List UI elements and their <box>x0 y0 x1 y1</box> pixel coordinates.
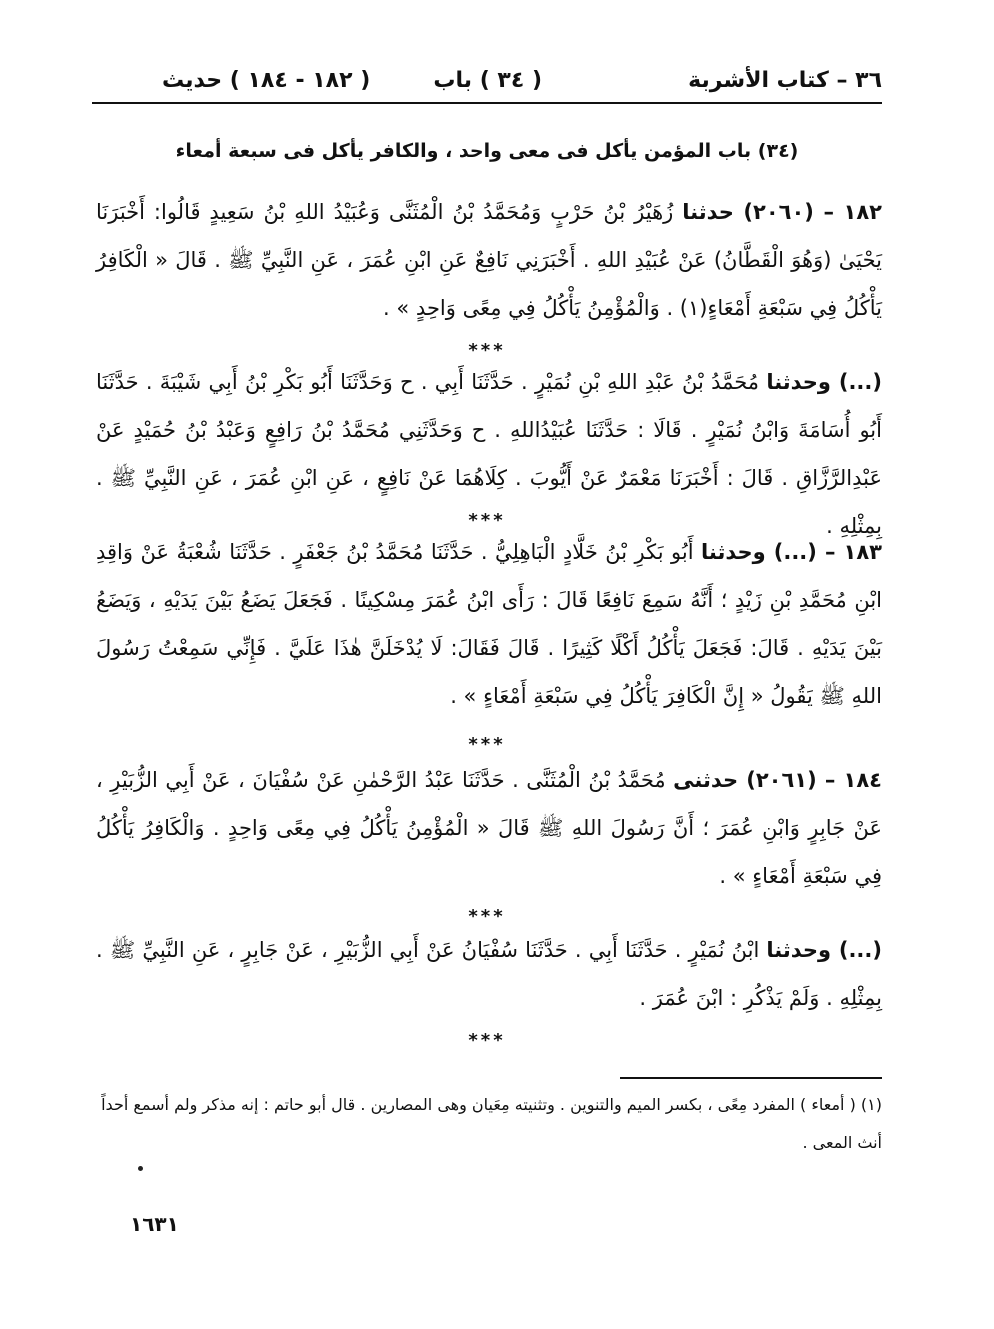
hadith-182-text: زُهَيْرُ بْنُ حَرْبٍ وَمُحَمَّدُ بْنُ الْمُثَنَّى وَعُبَيْدُ اللهِ بْنُ سَعِيدٍ قَالُوا: أَخْبَرَنَا يَحْيَىٰ (وَهُوَ الْقَطَّانُ) عَنْ عُبَيْدِ اللهِ . أَخْبَرَنِي نَافِعٌ عَنِ ابْنِ عُمَرَ ، عَنِ النَّبِيِّ ﷺ . قَالَ « الْكَافِرُ يَأْكُلُ فِي سَبْعَةِ أَمْعَاءٍ(١) . وَالْمُؤْمِنُ يَأْكُلُ فِي مِعًى وَاحِدٍ » . <box>96 200 882 320</box>
chapter-title: (٣٤) باب المؤمن يأكل فى معى واحد ، والكافر يأكل فى سبعة أمعاء <box>175 140 799 162</box>
hadith-182 <box>96 188 882 332</box>
hadith-184-chain-lead: (...) وحدثنا <box>766 938 882 962</box>
footnote: (١) ( أمعاء ) المفرد مِعًى ، بكسر الميم والتنوين . وتثنيته مِعَيان وهى المصارين . قال أبو حاتم : إنه مذكر ولم أسمع أحداً أنث المعى . <box>101 1095 882 1152</box>
hadith-183 <box>96 528 882 720</box>
header-chapter-number: ( ٣٤ ) باب <box>433 68 542 93</box>
hadith-183-text: أَبُو بَكْرِ بْنُ خَلَّادٍ الْبَاهِلِيُّ . حَدَّثَنَا مُحَمَّدُ بْنُ جَعْفَرٍ . حَدَّثَنَا شُعْبَةُ عَنْ وَاقِدِ ابْنِ مُحَمَّدِ بْنِ زَيْدٍ ؛ أَنَّهُ سَمِعَ نَافِعًا قَالَ : رَأَى ابْنُ عُمَرَ مِسْكِينًا . فَجَعَلَ يَضَعُ بَيْنَ يَدَيْهِ ، وَيَضَعُ بَيْنَ يَدَيْهِ . قَالَ: فَجَعَلَ يَأْكُلُ أَكْلًا كَثِيرًا . قَالَ فَقَالَ: لَا يُدْخَلَنَّ هٰذَا عَلَيَّ . فَإِنِّي سَمِعْتُ رَسُولَ اللهِ ﷺ يَقُولُ « إِنَّ الْكَافِرَ يَأْكُلُ فِي سَبْعَةِ أَمْعَاءٍ » . <box>96 540 882 708</box>
hadith-182-chain-text: مُحَمَّدُ بْنُ عَبْدِ اللهِ بْنِ نُمَيْرٍ . حَدَّثَنَا أَبِي . ح وَحَدَّثَنَا أَبُو بَكْرِ بْنُ أَبِي شَيْبَةَ . حَدَّثَنَا أَبُو أُسَامَةَ وَابْنُ نُمَيْرٍ . قَالَا : حَدَّثَنَا عُبَيْدُاللهِ . ح وَحَدَّثَنِي مُحَمَّدُ بْنُ رَافِعٍ وَعَبْدُ بْنُ حُمَيْدٍ عَنْ عَبْدِالرَّزَّاقِ . قَالَ : أَخْبَرَنَا مَعْمَرٌ عَنْ أَيُّوبَ . كِلَاهُمَا عَنْ نَافِعٍ ، عَنِ ابْنِ عُمَرَ ، عَنِ النَّبِيِّ ﷺ . بِمِثْلِهِ . <box>96 370 882 538</box>
header-hadith-range: ( ١٨٢ - ١٨٤ ) حديث <box>162 68 371 93</box>
hadith-184 <box>96 756 882 900</box>
print-dot <box>138 1166 143 1171</box>
header-book-title: ٣٦ – كتاب الأشربة <box>688 68 882 93</box>
hadith-184-lead: ١٨٤ – (٢٠٦١) حدثنى <box>673 768 882 792</box>
hadith-184-chain-text: ابْنُ نُمَيْرٍ . حَدَّثَنَا أَبِي . حَدَّثَنَا سُفْيَانُ عَنْ أَبِي الزُّبَيْرِ ، عَنْ جَابِرٍ ، عَنِ النَّبِيِّ ﷺ . بِمِثْلِهِ . وَلَمْ يَذْكُرِ : ابْنَ عُمَرَ . <box>96 938 882 1010</box>
hadith-182-chain-lead: (...) وحدثنا <box>766 370 882 394</box>
separator-stars: *** <box>468 1030 506 1051</box>
running-header <box>92 64 882 100</box>
hadith-184-chain <box>96 926 882 1022</box>
separator-stars: *** <box>468 734 506 755</box>
separator-stars: *** <box>468 340 506 361</box>
hadith-183-lead: ١٨٣ – (...) وحدثنا <box>701 540 882 564</box>
header-divider <box>92 102 882 104</box>
hadith-182-lead: ١٨٢ – (٢٠٦٠) حدثنا <box>682 200 882 224</box>
page-number: ١٦٣١ <box>130 1212 179 1236</box>
separator-stars: *** <box>468 510 506 531</box>
separator-stars: *** <box>468 906 506 927</box>
footnote-divider <box>620 1077 882 1079</box>
hadith-184-text: مُحَمَّدُ بْنُ الْمُثَنَّى . حَدَّثَنَا عَبْدُ الرَّحْمٰنِ عَنْ سُفْيَانَ ، عَنْ أَبِي الزُّبَيْرِ ، عَنْ جَابِرٍ وَابْنِ عُمَرَ ؛ أَنَّ رَسُولَ اللهِ ﷺ قَالَ « الْمُؤْمِنُ يَأْكُلُ فِي مِعًى وَاحِدٍ . وَالْكَافِرُ يَأْكُلُ فِي سَبْعَةِ أَمْعَاءٍ » . <box>96 768 882 888</box>
